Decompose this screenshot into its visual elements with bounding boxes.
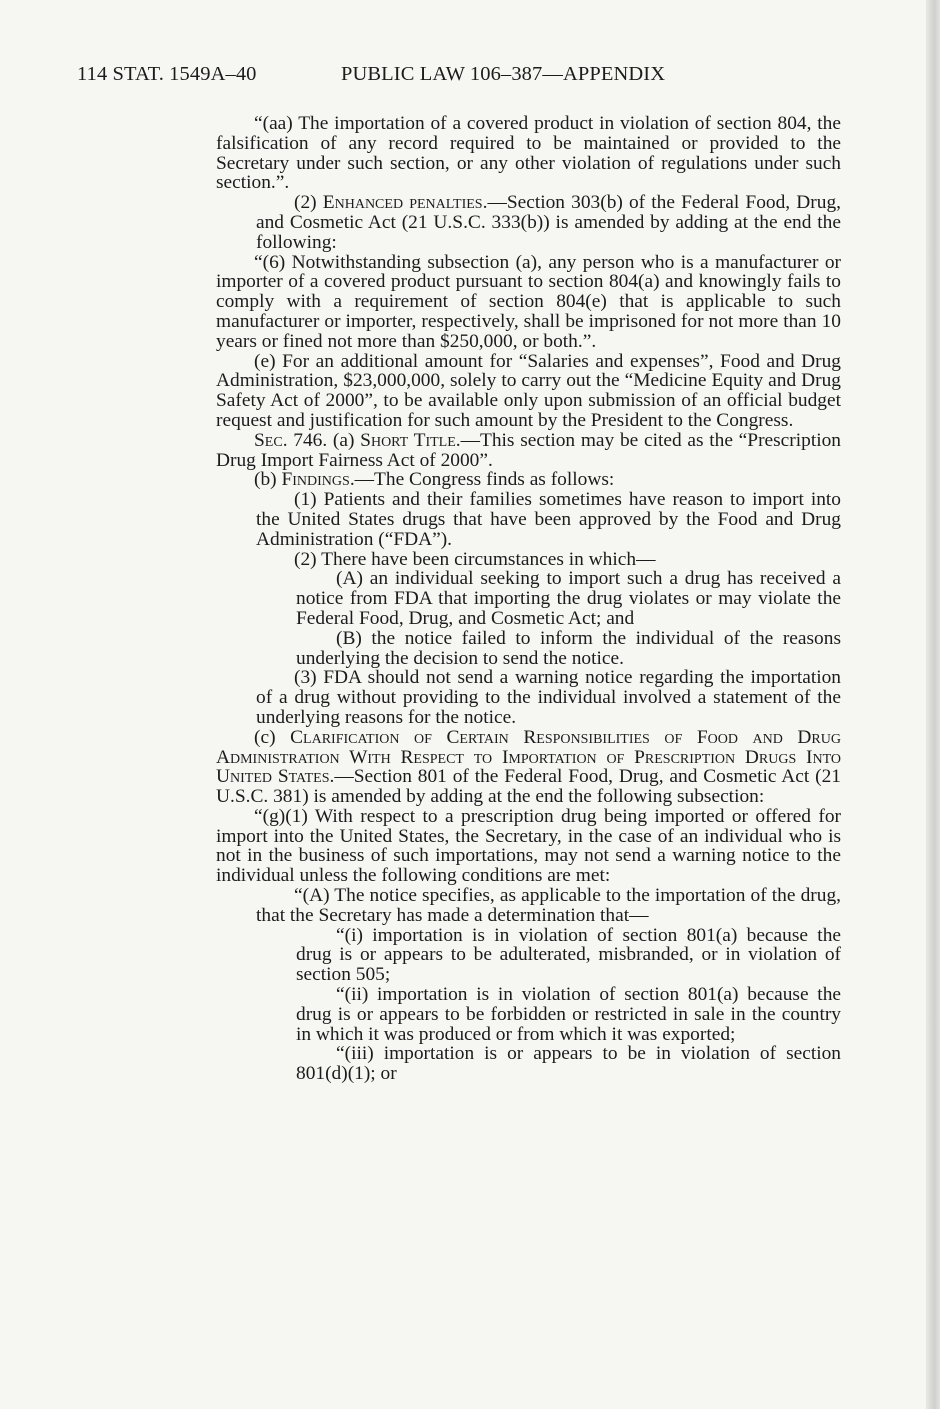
paragraph: (1) Patients and their families sometimes have reason to import into the United States drugs that have been approved by the Food and Drug Administration (“FDA”). — [256, 489, 841, 550]
paragraph: “(6) Notwithstanding subsection (a), any person who is a manufacturer or importer of a covered product pursuant to section 804(a) and knowingly fails to comply with a requirement of section 804(e) that is applicable to such manufacturer or importer, respectively, shall be imprisoned for not more than 10 years or fined not more than $250,000, or both.”. — [216, 251, 841, 352]
paragraph: “(g)(1) With respect to a prescription drug being imported or offered for import into the United States, the Secretary, in the case of an individual who is not in the business of such importations, may not send a warning notice to the individual unless the following conditions are met: — [216, 805, 841, 887]
section-heading: Short Title — [360, 429, 456, 451]
section-746: Sec. 746. (a) Short Title.—This section may be cited as the “Prescription Drug Import Fairness Act of 2000”. — [216, 429, 841, 471]
section-label: Sec — [254, 429, 283, 451]
statute-body — [216, 114, 841, 1084]
paragraph: (A) an individual seeking to import such a drug has received a notice from FDA that importing the drug violates or may violate the Federal Food, Drug, and Cosmetic Act; and — [296, 568, 841, 629]
paragraph: (B) the notice failed to inform the individual of the reasons underlying the decision to send the notice. — [296, 627, 841, 669]
paragraph: “(ii) importation is in violation of section 801(a) because the drug is or appears to be forbidden or restricted in sale in the country in which it was produced or from which it was exported; — [296, 984, 841, 1045]
paragraph: (2) There have been circumstances in which— — [294, 548, 656, 570]
paragraph: “(aa) The importation of a covered product in violation of section 804, the falsification of any record required to be maintained or provided to the Secretary under such section, or any other violation of regulations under such section.”. — [216, 113, 841, 194]
page-header — [77, 63, 797, 86]
paragraph: (3) FDA should not send a warning notice regarding the importation of a drug without providing to the individual involved a statement of the underlying reasons for the notice. — [256, 667, 841, 728]
folio: 114 STAT. 1549A–40 — [77, 63, 257, 85]
paragraph: “(A) The notice specifies, as applicable to the importation of the drug, that the Secretary has made a determination that— — [256, 885, 841, 926]
section-heading: Findings — [281, 469, 350, 491]
section-heading: Clarification of Certain Responsibilities of Food and Drug Administration With Respect to Importation of Prescription Drugs Into United States — [216, 726, 841, 788]
running-head: PUBLIC LAW 106–387—APPENDIX — [341, 63, 666, 85]
paragraph: (c) Clarification of Certain Responsibilities of Food and Drug Administration With Respect to Importation of Prescription Drugs Into United States.—Section 801 of the Federal Food, Drug, and Cosmetic Act (21 U.S.C. 381) is amended by adding at the end the following subsection: — [216, 726, 841, 808]
section-heading: Enhanced penalties — [322, 192, 483, 214]
paragraph: (2) Enhanced penalties.—Section 303(b) of the Federal Food, Drug, and Cosmetic Act (21 U.S.C. 333(b)) is amended by adding at the end the following: — [256, 192, 841, 253]
paragraph: “(i) importation is in violation of section 801(a) because the drug is or appears to be adulterated, misbranded, or in violation of section 505; — [296, 924, 841, 986]
paragraph: (e) For an additional amount for “Salaries and expenses”, Food and Drug Administration, $23,000,000, solely to carry out the “Medicine Equity and Drug Safety Act of 2000”, to be available only upon submission of an official budget request and justification for such amount by the President to the Congress. — [216, 350, 841, 431]
paragraph: (b) Findings.—The Congress finds as follows: — [254, 469, 615, 491]
paragraph: “(iii) importation is or appears to be in violation of section 801(d)(1); or — [296, 1043, 841, 1085]
page-edge-shadow — [926, 0, 940, 1409]
